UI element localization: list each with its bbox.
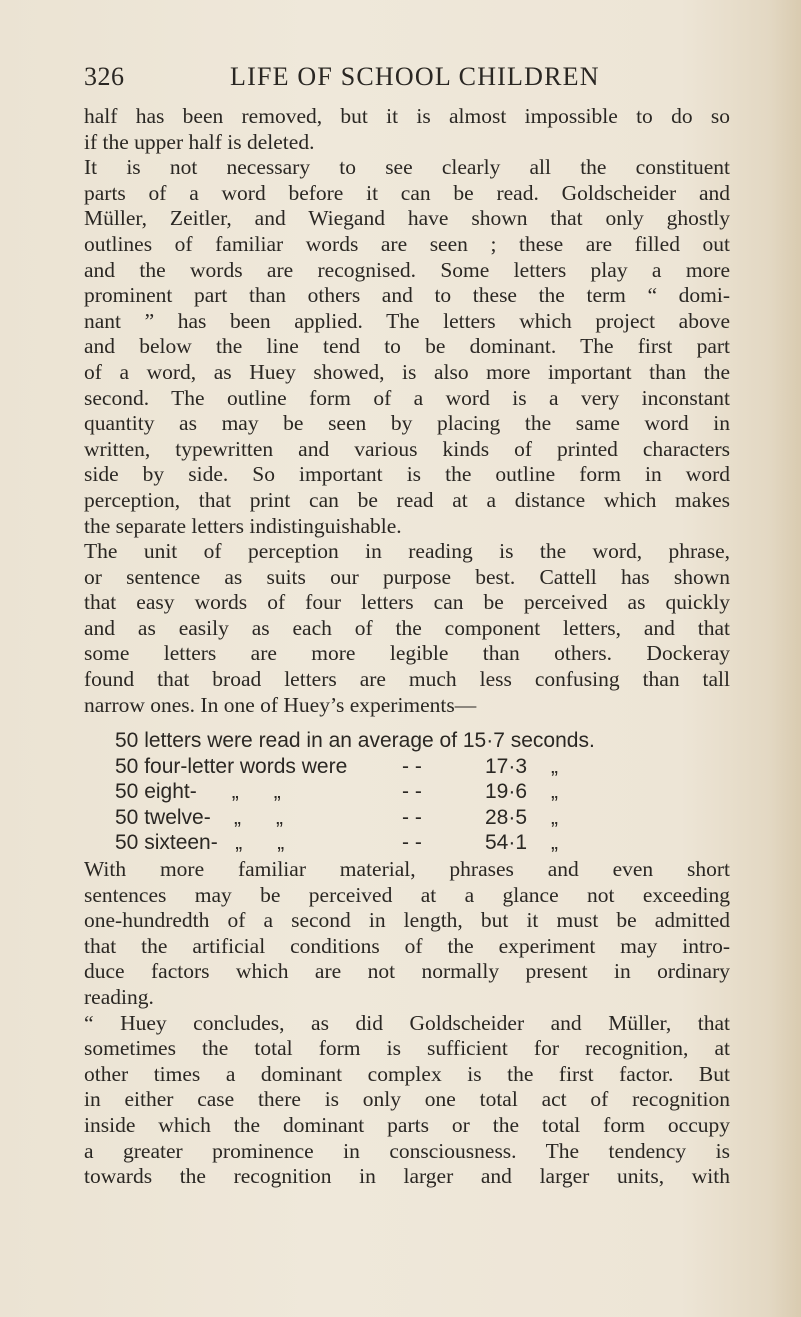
text-line: It is not necessary to see clearly all the constituent (84, 155, 730, 180)
text-line: side by side. So important is the outline form in word (84, 462, 730, 487)
table-row (115, 728, 715, 754)
text-line: and the words are recognised. Some letters play a more (84, 257, 730, 282)
table-row (115, 754, 715, 780)
running-head: LIFE OF SCHOOL CHILDREN (230, 62, 600, 91)
table-row (115, 779, 715, 805)
text-line: one-hundredth of a second in length, but it must be admitted (84, 908, 730, 933)
row-unit: „ (551, 780, 558, 804)
page-number: 326 (84, 62, 125, 91)
text-line: towards the recognition in larger and larger units, with (84, 1164, 730, 1189)
text-line: reading. (84, 984, 154, 1009)
row-label: 50 four-letter words were (115, 754, 348, 778)
text-line: The unit of perception in reading is the word, phrase, (84, 539, 730, 564)
table-row-text: 50 letters were read in an average of 15·7 seconds. (115, 729, 595, 752)
text-line: “ Huey concludes, as did Goldscheider and Müller, that (84, 1010, 730, 1035)
row-value: 19·6 (484, 780, 527, 804)
text-line: a greater prominence in consciousness. The tendency is (84, 1138, 730, 1163)
row-label: 50 sixteen- „ „ (115, 831, 285, 855)
text-line: or sentence as suits our purpose best. Cattell has shown (84, 564, 730, 589)
text-line: half has been removed, but it is almost impossible to do so (84, 104, 730, 128)
text-line: narrow ones. In one of Huey’s experiments— (84, 692, 477, 717)
row-label: 50 twelve- „ „ (115, 805, 284, 829)
text-line: that easy words of four letters can be perceived as quickly (84, 590, 730, 615)
row-value: 17·3 (484, 754, 527, 778)
text-line: duce factors which are not normally present in ordinary (84, 959, 730, 984)
page-header (84, 62, 720, 96)
text-line: some letters are more legible than others. Dockeray (84, 641, 730, 666)
text-line: other times a dominant complex is the first factor. But (84, 1061, 730, 1086)
text-line: that the artificial conditions of the experiment may intro- (84, 933, 730, 958)
row-value: 54·1 (484, 831, 527, 855)
text-line: parts of a word before it can be read. Goldscheider and (84, 180, 730, 205)
text-line: written, typewritten and various kinds of printed characters (84, 436, 730, 461)
text-line: quantity as may be seen by placing the same word in (84, 411, 730, 436)
text-line: and as easily as each of the component letters, and that (84, 615, 730, 640)
text-line: of a word, as Huey showed, is also more important than the (84, 359, 730, 384)
text-line: perception, that print can be read at a distance which makes (84, 487, 730, 512)
row-dashes: - - (402, 754, 422, 778)
row-unit: „ (551, 805, 558, 829)
text-line: in either case there is only one total act of recognition (84, 1087, 730, 1112)
row-dashes: - - (402, 831, 422, 855)
row-unit: „ (551, 831, 558, 855)
text-line: if the upper half is deleted. (84, 129, 315, 154)
row-dashes: - - (402, 805, 422, 829)
row-label: 50 eight- „ „ (115, 780, 281, 804)
text-line: prominent part than others and to these the term “ domi- (84, 283, 730, 308)
body-text-continued (84, 857, 730, 1190)
experiment-results-table (115, 728, 715, 856)
table-row (115, 830, 715, 856)
text-line: sentences may be perceived at a glance not exceeding (84, 882, 730, 907)
text-line: found that broad letters are much less confusing than tall (84, 667, 730, 692)
body-text (84, 104, 730, 718)
table-row (115, 805, 715, 831)
text-line: With more familiar material, phrases and even short (84, 857, 730, 881)
text-line: inside which the dominant parts or the total form occupy (84, 1112, 730, 1137)
text-line: sometimes the total form is sufficient for recognition, at (84, 1036, 730, 1061)
text-line: nant ” has been applied. The letters which project above (84, 308, 730, 333)
text-line: outlines of familiar words are seen ; these are filled out (84, 231, 730, 256)
row-unit: „ (551, 754, 558, 778)
row-value: 28·5 (484, 805, 527, 829)
text-line: the separate letters indistinguishable. (84, 513, 402, 538)
row-dashes: - - (402, 780, 422, 804)
text-line: Müller, Zeitler, and Wiegand have shown that only ghostly (84, 206, 730, 231)
text-line: and below the line tend to be dominant. The first part (84, 334, 730, 359)
text-line: second. The outline form of a word is a very inconstant (84, 385, 730, 410)
